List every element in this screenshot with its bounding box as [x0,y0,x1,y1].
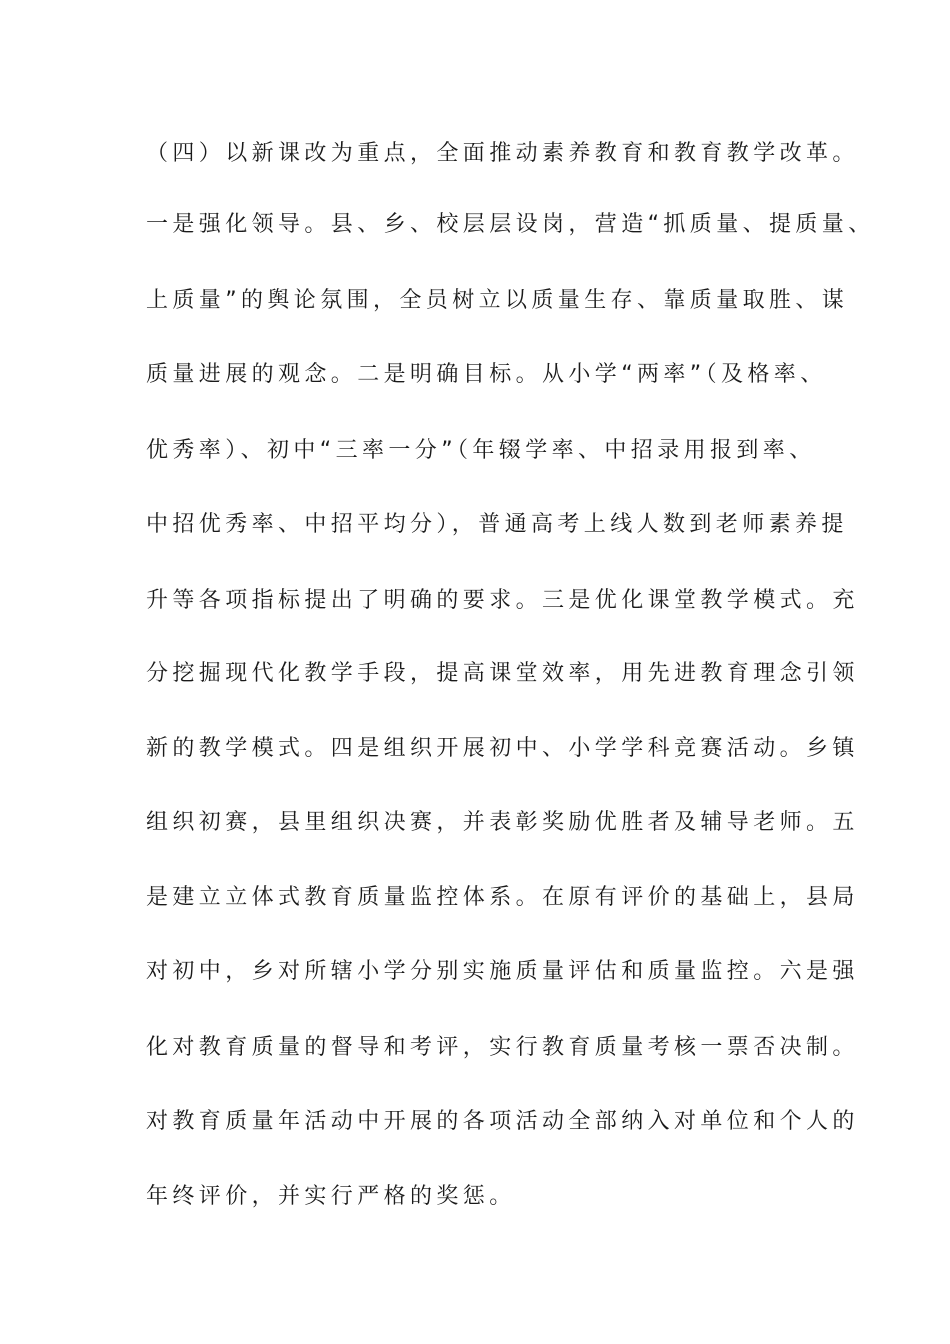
paragraph-line: 新的教学模式。四是组织开展初中、小学学科竞赛活动。乡镇 [146,736,859,761]
paragraph-line: 对教育质量年活动中开展的各项活动全部纳入对单位和个人的 [146,1109,859,1134]
paragraph-line: 一是强化领导。县、乡、校层层设岗，营造“抓质量、提质量、 [146,212,875,237]
paragraph-line: 对初中，乡对所辖小学分别实施质量评估和质量监控。六是强 [146,959,859,984]
paragraph-line: 质量进展的观念。二是明确目标。从小学“两率”（及格率、 [146,362,827,387]
paragraph-line: 组织初赛，县里组织决赛，并表彰奖励优胜者及辅导老师。五 [146,810,859,835]
paragraph-line: 分挖掘现代化教学手段，提高课堂效率，用先进教育理念引领 [146,661,859,686]
paragraph-line: 中招优秀率、中招平均分），普通高考上线人数到老师素养提 [146,512,848,537]
paragraph-line: 是建立立体式教育质量监控体系。在原有评价的基础上，县局 [146,885,859,910]
paragraph-line: 上质量”的舆论氛围，全员树立以质量生存、靠质量取胜、谋 [146,288,849,313]
paragraph-line: 年终评价，并实行严格的奖惩。 [146,1184,516,1209]
paragraph-line: 升等各项指标提出了明确的要求。三是优化课堂教学模式。充 [146,588,859,613]
paragraph-line: 化对教育质量的督导和考评，实行教育质量考核一票否决制。 [146,1035,859,1060]
paragraph-line: 优秀率）、初中“三率一分”（年辍学率、中招录用报到率、 [146,438,816,463]
paragraph-line: （四）以新课改为重点，全面推动素养教育和教育教学改革。 [146,141,859,166]
